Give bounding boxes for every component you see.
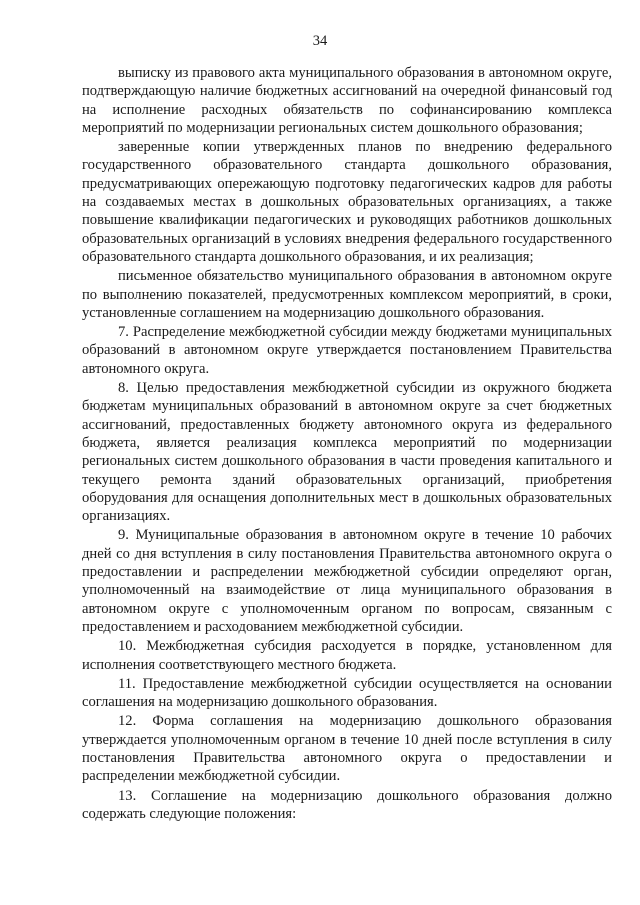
paragraph-clause-9: 9. Муниципальные образования в автономном округе в течение 10 рабочих дней со дня вступления в силу постановления Правительства автономного округа о предоставлении и распределении межбюджетной субсидии определяют орган, уполномоченный на взаимодействие от лица муниципального образования в автономном округе с уполномоченным органом по вопросам, связанным с предоставлением и расходованием межбюджетной субсидии. [82,527,612,635]
paragraph-clause-7: 7. Распределение межбюджетной субсидии между бюджетами муниципальных образований в автономном округе утверждается постановлением Правительства автономного округа. [82,324,612,377]
paragraph-clause-11: 11. Предоставление межбюджетной субсидии осуществляется на основании соглашения на модернизацию дошкольного образования. [82,675,612,711]
document-body [82,64,612,824]
page-number: 34 [312,33,328,49]
paragraph-certified-copies: заверенные копии утвержденных планов по внедрению федерального государственного образовательного стандарта дошкольного образования, предусматривающих опережающую подготовку педагогических кадров для работы на создаваемых местах в дошкольных образовательных организациях, а также повышение квалификации педагогических и руководящих работников дошкольных образовательных организаций в условиях внедрения федерального государственного образовательного стандарта дошкольного образования, и их реализация; [82,139,612,265]
paragraph-clause-12: 12. Форма соглашения на модернизацию дошкольного образования утверждается уполномоченным органом в течение 10 дней после вступления в силу постановления Правительства автономного округа о предоставлении и распределении межбюджетной субсидии. [82,713,612,785]
paragraph-clause-13: 13. Соглашение на модернизацию дошкольного образования должно содержать следующие положения: [82,787,612,822]
paragraph-budget-extract: выписку из правового акта муниципального образования в автономном округе, подтверждающую наличие бюджетных ассигнований на очередной финансовый год на исполнение расходных обязательств по софинансированию комплекса мероприятий по модернизации региональных систем дошкольного образования; [82,65,612,136]
paragraph-written-obligation: письменное обязательство муниципального образования в автономном округе по выполнению показателей, предусмотренных комплексом мероприятий, в сроки, установленные соглашением на модернизацию дошкольного образования. [82,268,612,321]
paragraph-clause-8: 8. Целью предоставления межбюджетной субсидии из окружного бюджета бюджетам муниципальных образований в автономном округе за счет бюджетных ассигнований, предоставленных бюджету автономного округа из федерального бюджета, является реализация комплекса мероприятий по модернизации региональных систем дошкольного образования в части проведения капитального и текущего ремонта зданий образовательных организаций, приобретения оборудования для оснащения дополнительных мест в дошкольных образовательных организациях. [82,380,612,525]
paragraph-clause-10: 10. Межбюджетная субсидия расходуется в порядке, установленном для исполнения соответствующего местного бюджета. [82,638,612,673]
